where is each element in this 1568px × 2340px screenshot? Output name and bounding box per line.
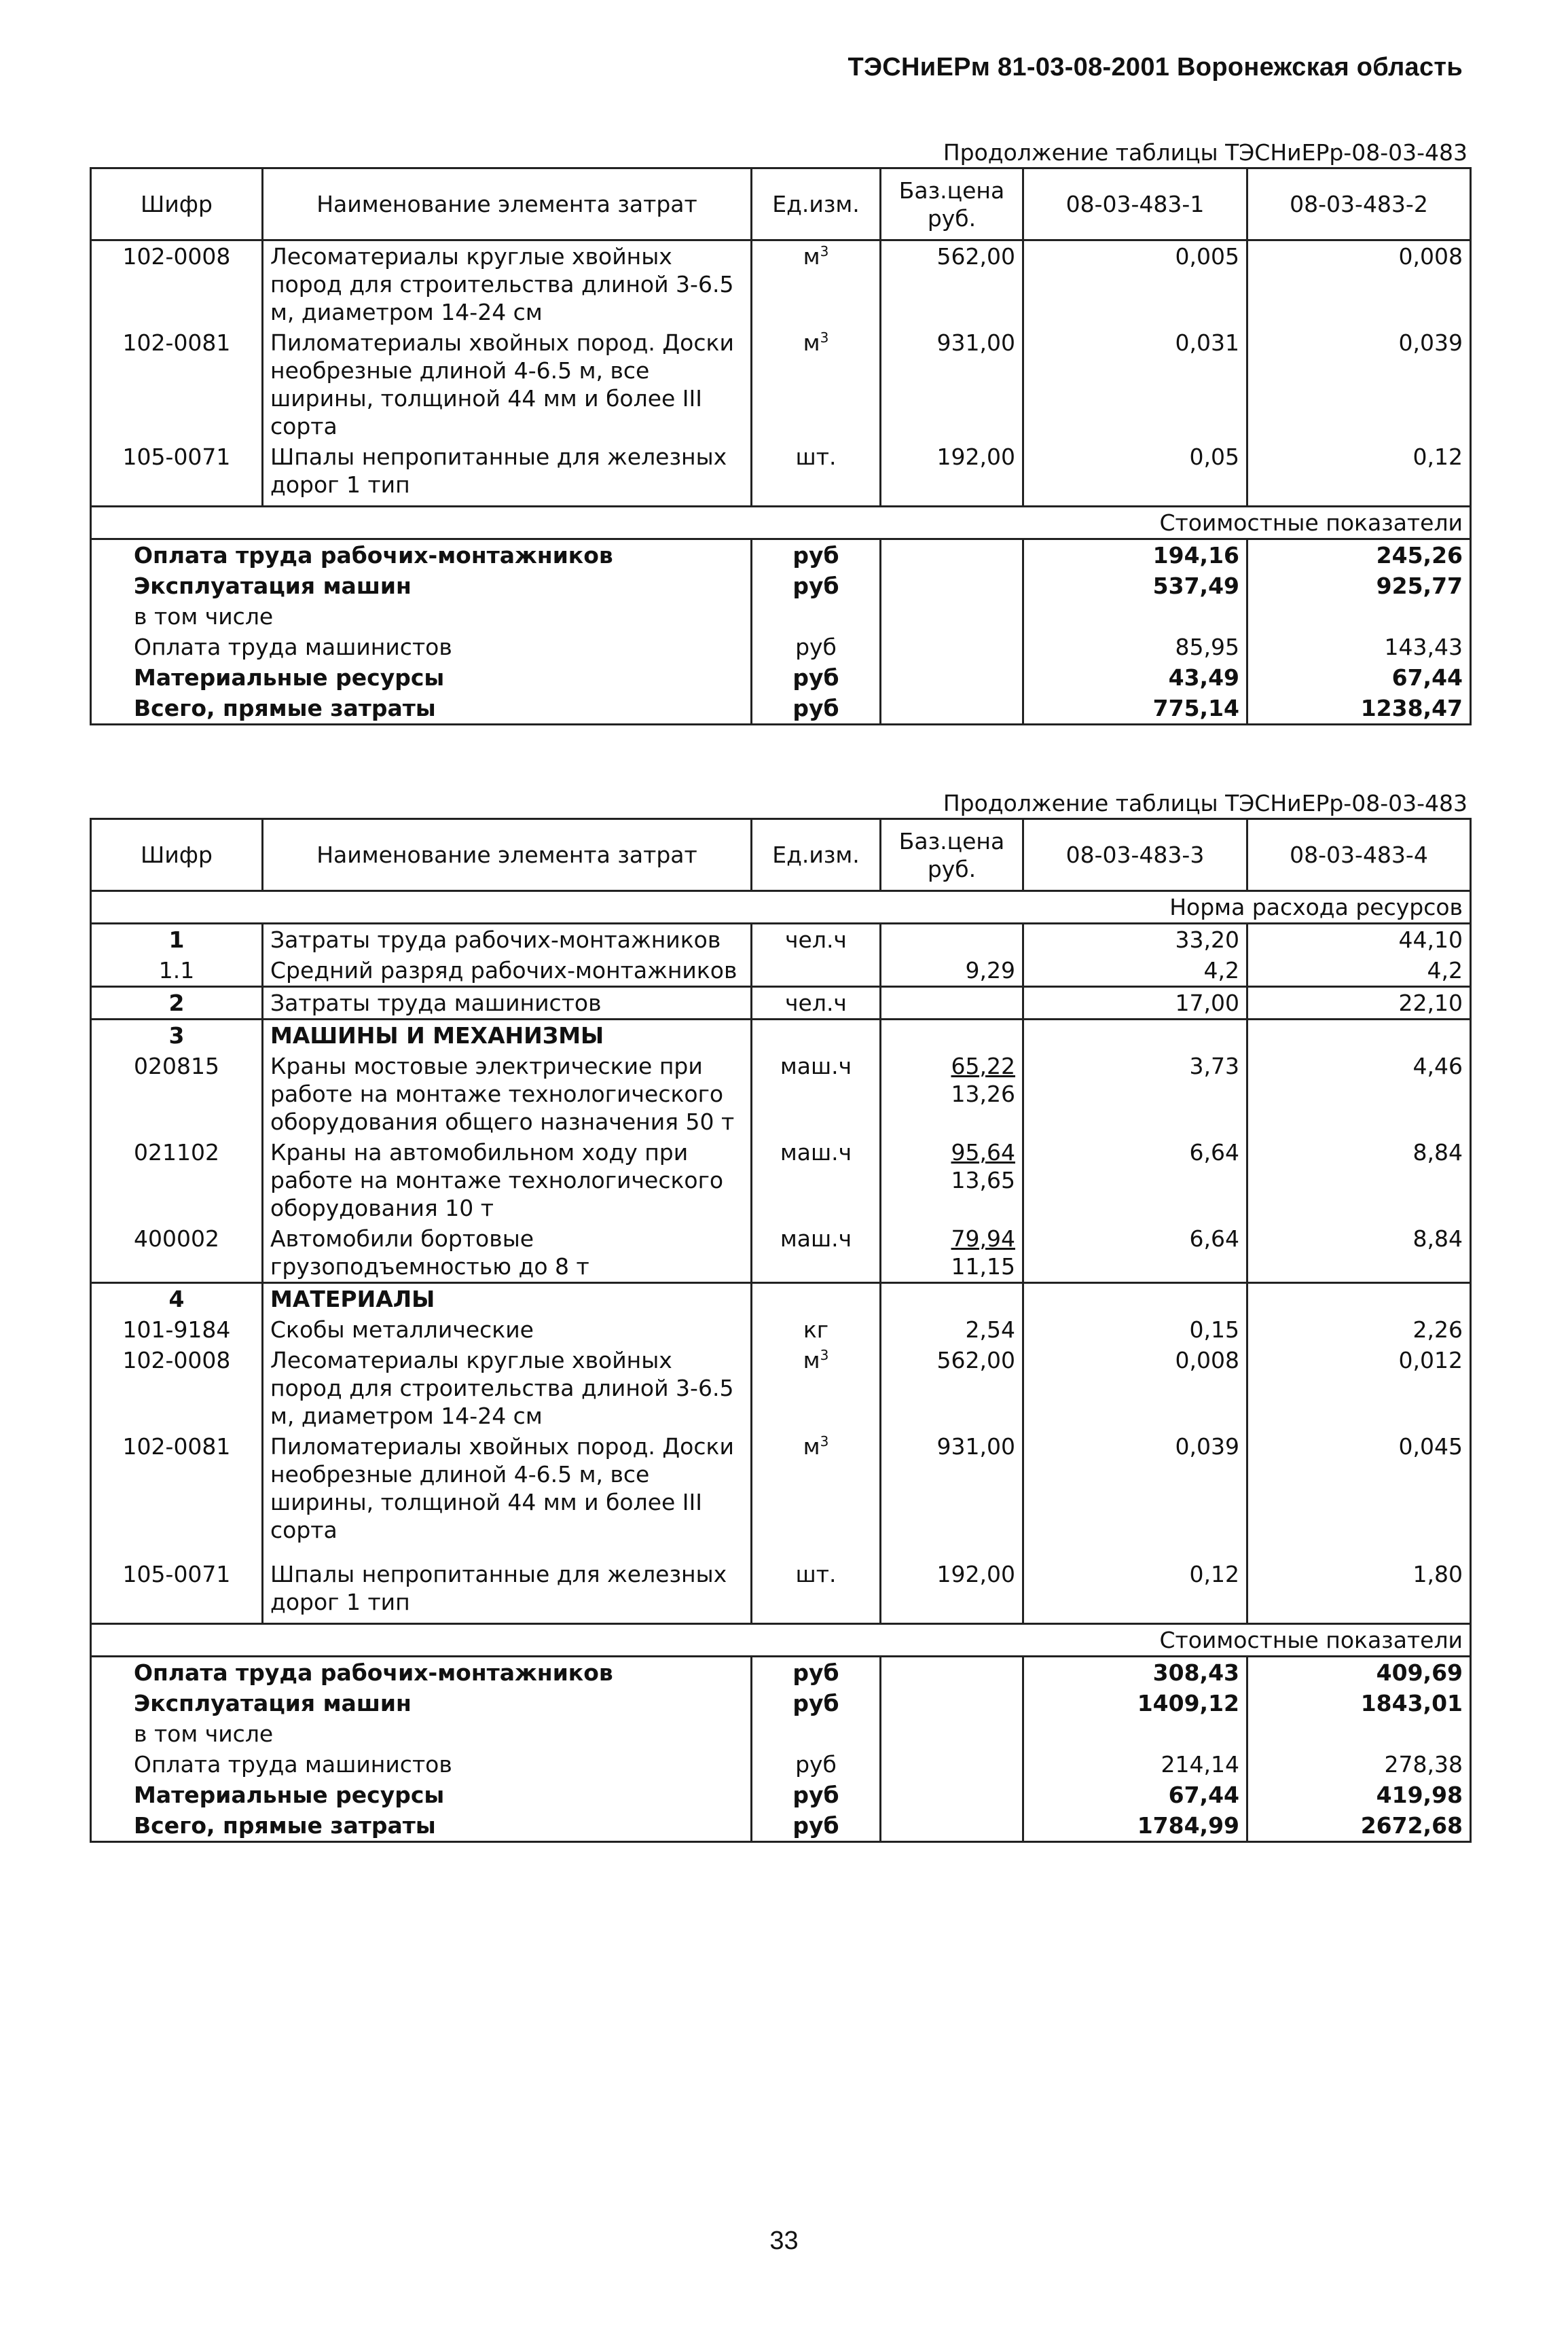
group-heading-row: [91, 1020, 1471, 1051]
value-b-cell: 0,039: [1247, 327, 1471, 442]
unit-cell: маш.ч: [752, 1137, 881, 1223]
price-cell: 192,00: [881, 442, 1023, 506]
value-a-cell: 0,05: [1023, 442, 1247, 506]
value-a-cell: 17,00: [1023, 987, 1247, 1020]
unit-cell: [752, 240, 881, 328]
col-header-a: 08-03-483-3: [1023, 819, 1247, 891]
section-label-row: [91, 891, 1471, 924]
cost-value-a: 537,49: [1023, 571, 1247, 601]
value-b-cell: 4,2: [1247, 955, 1471, 987]
cost-label: Эксплуатация машин: [91, 571, 752, 601]
unit-cell: [752, 1559, 881, 1623]
cost-empty: [881, 1810, 1023, 1842]
cost-row: [91, 571, 1471, 601]
table-row: [91, 1559, 1471, 1623]
name-cell: Шпалы непропитанные для железных дорог 1 тип: [263, 1559, 752, 1623]
cost-empty: [881, 1780, 1023, 1810]
cost-value-a: 775,14: [1023, 693, 1247, 725]
unit-cell: [752, 955, 881, 987]
unit-text: м: [803, 329, 820, 356]
name-cell: Затраты труда рабочих-монтажников: [263, 924, 752, 956]
value-a-cell: 4,2: [1023, 955, 1247, 987]
section-label-row: [91, 1623, 1471, 1656]
cost-empty: [881, 1749, 1023, 1780]
table1: [90, 167, 1472, 725]
table-row: [91, 327, 1471, 442]
cost-row: [91, 1810, 1471, 1842]
cost-row: [91, 662, 1471, 693]
table-row: [91, 240, 1471, 328]
section-label: Стоимостные показатели: [91, 506, 1471, 539]
table-row: [91, 1137, 1471, 1223]
name-cell: Затраты труда машинистов: [263, 987, 752, 1020]
col-header-price: Баз.цена руб.: [881, 819, 1023, 891]
price-operator-wage: 13,65: [951, 1167, 1015, 1193]
cost-label: Оплата труда рабочих-монтажников: [91, 539, 752, 571]
col-header-a: 08-03-483-1: [1023, 168, 1247, 240]
cost-value-b: 278,38: [1247, 1749, 1471, 1780]
code-cell: 102-0008: [91, 240, 263, 328]
code-cell: 102-0081: [91, 1431, 263, 1559]
code-cell: 105-0071: [91, 442, 263, 506]
price-cell: 192,00: [881, 1559, 1023, 1623]
cost-row: [91, 1656, 1471, 1688]
cost-value-b: 143,43: [1247, 632, 1471, 662]
unit-cell: чел.ч: [752, 987, 881, 1020]
cost-unit: руб: [752, 571, 881, 601]
price-cell: 931,00: [881, 327, 1023, 442]
cost-unit: [752, 1718, 881, 1749]
value-a-cell: 6,64: [1023, 1137, 1247, 1223]
unit-cell: маш.ч: [752, 1051, 881, 1137]
empty-cell: [881, 1283, 1023, 1315]
cost-label: Оплата труда машинистов: [91, 1749, 752, 1780]
empty-cell: [1023, 1283, 1247, 1315]
cost-value-b: 1843,01: [1247, 1688, 1471, 1718]
unit-cell: чел.ч: [752, 924, 881, 956]
empty-cell: [752, 1283, 881, 1315]
price-cell: 9,29: [881, 955, 1023, 987]
cost-empty: [881, 1688, 1023, 1718]
section-label: Норма расхода ресурсов: [91, 891, 1471, 924]
cost-row: [91, 601, 1471, 632]
value-a-cell: 0,039: [1023, 1431, 1247, 1559]
empty-cell: [881, 1020, 1023, 1051]
price-cell: [881, 1051, 1023, 1137]
document-header: ТЭСНиЕРм 81-03-08-2001 Воронежская область: [847, 53, 1463, 82]
cost-value-b: 1238,47: [1247, 693, 1471, 725]
unit-text: кг: [803, 1316, 829, 1343]
table-row: [91, 1051, 1471, 1137]
col-header-code: Шифр: [91, 819, 263, 891]
cost-value-a: [1023, 601, 1247, 632]
value-b-cell: 1,80: [1247, 1559, 1471, 1623]
cost-row: [91, 1688, 1471, 1718]
table-row: [91, 924, 1471, 956]
cost-empty: [881, 632, 1023, 662]
unit-cell: [752, 1314, 881, 1345]
cost-value-b: 419,98: [1247, 1780, 1471, 1810]
cost-empty: [881, 662, 1023, 693]
col-header-unit: Ед.изм.: [752, 168, 881, 240]
unit-cell: [752, 1431, 881, 1559]
group-title: МАШИНЫ И МЕХАНИЗМЫ: [263, 1020, 752, 1051]
cost-value-b: [1247, 1718, 1471, 1749]
cost-unit: руб: [752, 1656, 881, 1688]
table2-caption: Продолжение таблицы ТЭСНиЕРр-08-03-483: [943, 790, 1467, 816]
table-row: [91, 1431, 1471, 1559]
col-header-name: Наименование элемента затрат: [263, 168, 752, 240]
cost-label: в том числе: [91, 601, 752, 632]
cost-unit: руб: [752, 662, 881, 693]
table-row: [91, 442, 1471, 506]
code-cell: 1.1: [91, 955, 263, 987]
cost-unit: [752, 601, 881, 632]
cost-unit: руб: [752, 1780, 881, 1810]
cost-row: [91, 1718, 1471, 1749]
price-cell: 562,00: [881, 240, 1023, 328]
name-cell: Автомобили бортовые грузоподъемностью до 8 т: [263, 1223, 752, 1283]
section-label-row: [91, 506, 1471, 539]
group-title: МАТЕРИАЛЫ: [263, 1283, 752, 1315]
section-label: Стоимостные показатели: [91, 1623, 1471, 1656]
price-cell: [881, 987, 1023, 1020]
code-cell: 102-0008: [91, 1345, 263, 1431]
code-cell: 020815: [91, 1051, 263, 1137]
price-base: 65,22: [951, 1053, 1015, 1079]
value-a-cell: 33,20: [1023, 924, 1247, 956]
table-row: [91, 987, 1471, 1020]
code-cell: 021102: [91, 1137, 263, 1223]
cost-value-b: 409,69: [1247, 1656, 1471, 1688]
value-b-cell: 0,008: [1247, 240, 1471, 328]
cost-value-a: 1784,99: [1023, 1810, 1247, 1842]
cost-empty: [881, 1656, 1023, 1688]
cost-value-a: 85,95: [1023, 632, 1247, 662]
unit-exponent: 3: [820, 243, 829, 259]
name-cell: Пиломатериалы хвойных пород. Доски необрезные длиной 4-6.5 м, все ширины, толщиной 44 мм и более III сорта: [263, 1431, 752, 1559]
unit-cell: [752, 1345, 881, 1431]
cost-empty: [881, 539, 1023, 571]
cost-value-a: 308,43: [1023, 1656, 1247, 1688]
cost-row: [91, 1780, 1471, 1810]
cost-value-b: 245,26: [1247, 539, 1471, 571]
table-row: [91, 1314, 1471, 1345]
name-cell: Краны мостовые электрические при работе на монтаже технологического оборудования общего назначения 50 т: [263, 1051, 752, 1137]
unit-text: шт.: [795, 1561, 837, 1587]
code-cell: 2: [91, 987, 263, 1020]
cost-row: [91, 1749, 1471, 1780]
price-cell: [881, 1223, 1023, 1283]
table-row: [91, 955, 1471, 987]
cost-value-b: 67,44: [1247, 662, 1471, 693]
code-cell: 105-0071: [91, 1559, 263, 1623]
empty-cell: [1247, 1020, 1471, 1051]
cost-label: Материальные ресурсы: [91, 662, 752, 693]
value-b-cell: 4,46: [1247, 1051, 1471, 1137]
cost-value-a: 1409,12: [1023, 1688, 1247, 1718]
cost-label: Эксплуатация машин: [91, 1688, 752, 1718]
page-number: 33: [769, 2227, 799, 2255]
value-b-cell: 0,045: [1247, 1431, 1471, 1559]
cost-unit: руб: [752, 1688, 881, 1718]
cost-empty: [881, 571, 1023, 601]
price-cell: [881, 924, 1023, 956]
table2: [90, 818, 1472, 1843]
value-a-cell: 0,15: [1023, 1314, 1247, 1345]
value-b-cell: 22,10: [1247, 987, 1471, 1020]
unit-exponent: 3: [820, 329, 829, 346]
cost-label: Материальные ресурсы: [91, 1780, 752, 1810]
unit-cell: [752, 327, 881, 442]
col-header-b: 08-03-483-2: [1247, 168, 1471, 240]
group-number: 3: [91, 1020, 263, 1051]
empty-cell: [752, 1020, 881, 1051]
col-header-name: Наименование элемента затрат: [263, 819, 752, 891]
table1-body: [91, 240, 1471, 725]
value-a-cell: 6,64: [1023, 1223, 1247, 1283]
unit-text: шт.: [795, 444, 837, 470]
unit-text: м: [803, 1347, 820, 1373]
price-cell: [881, 1137, 1023, 1223]
group-heading-row: [91, 1283, 1471, 1315]
code-cell: 102-0081: [91, 327, 263, 442]
value-b-cell: 44,10: [1247, 924, 1471, 956]
cost-value-a: 67,44: [1023, 1780, 1247, 1810]
value-b-cell: 2,26: [1247, 1314, 1471, 1345]
cost-value-a: [1023, 1718, 1247, 1749]
price-cell: 2,54: [881, 1314, 1023, 1345]
cost-row: [91, 693, 1471, 725]
unit-text: м: [803, 1433, 820, 1460]
code-cell: 1: [91, 924, 263, 956]
cost-row: [91, 632, 1471, 662]
cost-label: Всего, прямые затраты: [91, 693, 752, 725]
col-header-unit: Ед.изм.: [752, 819, 881, 891]
code-cell: 101-9184: [91, 1314, 263, 1345]
price-operator-wage: 13,26: [951, 1081, 1015, 1107]
cost-label: Оплата труда машинистов: [91, 632, 752, 662]
cost-unit: руб: [752, 1749, 881, 1780]
unit-text: м: [803, 243, 820, 270]
table-row: [91, 1223, 1471, 1283]
cost-empty: [881, 1718, 1023, 1749]
name-cell: Шпалы непропитанные для железных дорог 1 тип: [263, 442, 752, 506]
unit-cell: [752, 442, 881, 506]
col-header-code: Шифр: [91, 168, 263, 240]
table1-caption: Продолжение таблицы ТЭСНиЕРр-08-03-483: [943, 139, 1467, 166]
value-a-cell: 0,005: [1023, 240, 1247, 328]
col-header-b: 08-03-483-4: [1247, 819, 1471, 891]
cost-value-a: 43,49: [1023, 662, 1247, 693]
table-row: [91, 1345, 1471, 1431]
price-operator-wage: 11,15: [951, 1253, 1015, 1280]
name-cell: Пиломатериалы хвойных пород. Доски необрезные длиной 4-6.5 м, все ширины, толщиной 44 мм и более III сорта: [263, 327, 752, 442]
unit-cell: маш.ч: [752, 1223, 881, 1283]
value-b-cell: 0,012: [1247, 1345, 1471, 1431]
cost-value-a: 214,14: [1023, 1749, 1247, 1780]
value-a-cell: 0,12: [1023, 1559, 1247, 1623]
group-number: 4: [91, 1283, 263, 1315]
unit-exponent: 3: [820, 1433, 829, 1450]
cost-empty: [881, 601, 1023, 632]
value-b-cell: 8,84: [1247, 1223, 1471, 1283]
cost-label: Оплата труда рабочих-монтажников: [91, 1656, 752, 1688]
table2-body: [91, 891, 1471, 1842]
value-a-cell: 0,008: [1023, 1345, 1247, 1431]
price-cell: 931,00: [881, 1431, 1023, 1559]
cost-empty: [881, 693, 1023, 725]
cost-value-b: 925,77: [1247, 571, 1471, 601]
name-cell: Скобы металлические: [263, 1314, 752, 1345]
price-base: 95,64: [951, 1139, 1015, 1166]
name-cell: Лесоматериалы круглые хвойных пород для строительства длиной 3-6.5 м, диаметром 14-24 см: [263, 1345, 752, 1431]
name-cell: Средний разряд рабочих-монтажников: [263, 955, 752, 987]
value-a-cell: 0,031: [1023, 327, 1247, 442]
cost-unit: руб: [752, 1810, 881, 1842]
unit-exponent: 3: [820, 1347, 829, 1363]
cost-label: Всего, прямые затраты: [91, 1810, 752, 1842]
empty-cell: [1247, 1283, 1471, 1315]
code-cell: 400002: [91, 1223, 263, 1283]
cost-value-a: 194,16: [1023, 539, 1247, 571]
cost-value-b: [1247, 601, 1471, 632]
cost-label: в том числе: [91, 1718, 752, 1749]
value-b-cell: 0,12: [1247, 442, 1471, 506]
cost-row: [91, 539, 1471, 571]
empty-cell: [1023, 1020, 1247, 1051]
cost-unit: руб: [752, 693, 881, 725]
name-cell: Лесоматериалы круглые хвойных пород для строительства длиной 3-6.5 м, диаметром 14-24 см: [263, 240, 752, 328]
cost-unit: руб: [752, 632, 881, 662]
cost-unit: руб: [752, 539, 881, 571]
price-base: 79,94: [951, 1225, 1015, 1252]
cost-value-b: 2672,68: [1247, 1810, 1471, 1842]
value-a-cell: 3,73: [1023, 1051, 1247, 1137]
col-header-price: Баз.цена руб.: [881, 168, 1023, 240]
name-cell: Краны на автомобильном ходу при работе на монтаже технологического оборудования 10 т: [263, 1137, 752, 1223]
value-b-cell: 8,84: [1247, 1137, 1471, 1223]
price-cell: 562,00: [881, 1345, 1023, 1431]
